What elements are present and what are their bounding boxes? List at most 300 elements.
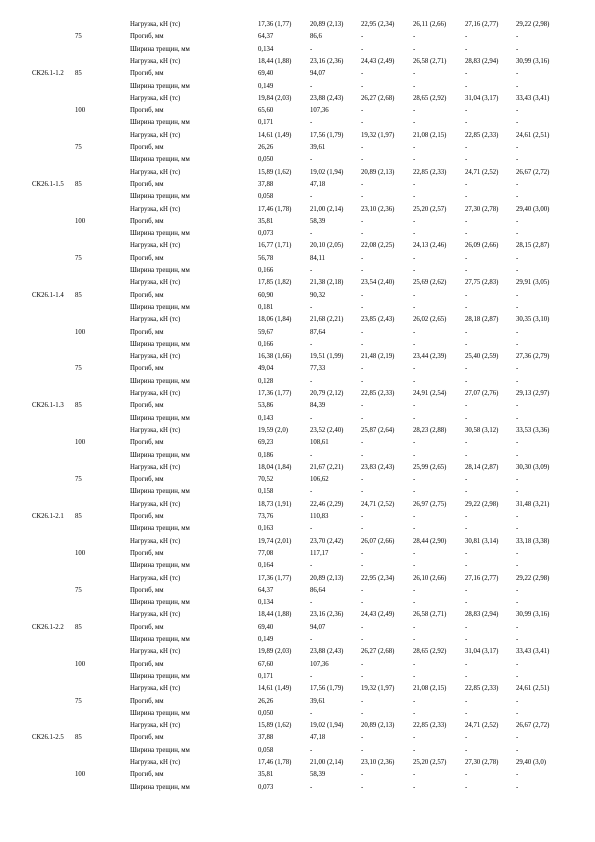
value-cell: 26,26: [258, 697, 274, 705]
value-cell: -: [413, 783, 416, 791]
value-cell: 21,38 (2,18): [310, 279, 344, 287]
table-row: [0, 68, 595, 80]
parameter-label: Прогиб, мм: [130, 144, 164, 151]
value-cell: -: [465, 783, 468, 791]
value-cell: 23,16 (2,36): [310, 611, 344, 619]
table-row: [0, 696, 595, 708]
value-cell: 20,89 (2,13): [361, 168, 395, 176]
value-cell: -: [516, 746, 519, 754]
value-cell: -: [310, 709, 313, 717]
table-row: [0, 548, 595, 560]
value-cell: -: [361, 562, 364, 570]
value-cell: 15,89 (1,62): [258, 168, 292, 176]
value-cell: 73,76: [258, 513, 274, 520]
table-row: [0, 622, 595, 634]
value-cell: 24,43 (2,49): [361, 57, 395, 65]
value-cell: 31,48 (3,21): [516, 500, 550, 508]
parameter-label: Ширина трещин, мм: [130, 193, 190, 201]
value-cell: -: [465, 107, 468, 115]
value-cell: -: [465, 525, 468, 533]
table-row: [0, 44, 595, 56]
value-cell: 19,89 (2,03): [258, 648, 292, 656]
value-cell: -: [516, 230, 519, 238]
value-cell: -: [516, 771, 519, 779]
value-cell: -: [516, 180, 519, 188]
table-row: [0, 204, 595, 216]
parameter-label: Нагрузка, кН (тс): [130, 205, 181, 213]
value-cell: 69,40: [258, 70, 274, 78]
value-cell: 64,37: [258, 33, 274, 41]
value-cell: 29,91 (3,05): [516, 279, 550, 287]
value-cell: 29,22 (2,98): [516, 21, 550, 28]
value-cell: -: [465, 599, 468, 607]
table-row: [0, 19, 595, 31]
value-cell: -: [361, 451, 364, 459]
value-cell: -: [465, 267, 468, 274]
table-row: [0, 573, 595, 585]
parameter-label: Прогиб, мм: [130, 734, 164, 742]
value-cell: -: [310, 672, 313, 680]
value-cell: 69,40: [258, 623, 274, 631]
value-cell: -: [361, 636, 364, 643]
parameter-label: Ширина трещин, мм: [130, 119, 190, 127]
parameter-label: Прогиб, мм: [130, 402, 164, 410]
value-cell: 33,43 (3,41): [516, 648, 550, 656]
table-row: [0, 400, 595, 412]
value-cell: 25,40 (2,59): [465, 353, 499, 361]
parameter-label: Ширина трещин, мм: [130, 562, 190, 570]
value-cell: -: [465, 291, 468, 299]
value-cell: 24,71 (2,52): [361, 500, 395, 508]
value-cell: -: [465, 586, 468, 594]
value-cell: 47,18: [310, 180, 326, 188]
value-cell: 30,99 (3,16): [516, 611, 550, 619]
value-cell: 31,04 (3,17): [465, 648, 499, 656]
parameter-label: Ширина трещин, мм: [130, 82, 190, 90]
value-cell: 37,88: [258, 734, 274, 742]
value-cell: 17,36 (1,77): [258, 574, 292, 582]
parameter-label: Нагрузка, кН (тс): [130, 722, 181, 730]
value-cell: 29,40 (3,0): [516, 759, 547, 766]
temperature-cell: 85: [75, 180, 82, 188]
value-cell: 25,69 (2,62): [413, 279, 447, 287]
parameter-label: Нагрузка, кН (тс): [130, 685, 181, 693]
table-row: [0, 191, 595, 203]
value-cell: 23,16 (2,36): [310, 57, 344, 65]
temperature-cell: 85: [75, 291, 82, 299]
value-cell: -: [361, 291, 364, 299]
value-cell: 23,70 (2,42): [310, 537, 344, 545]
value-cell: 17,46 (1,78): [258, 205, 292, 213]
value-cell: 30,58 (3,12): [465, 426, 499, 434]
value-cell: -: [310, 303, 313, 311]
value-cell: -: [413, 623, 416, 631]
value-cell: 0,149: [258, 82, 274, 90]
parameter-label: Ширина трещин, мм: [130, 414, 190, 422]
value-cell: -: [413, 697, 416, 705]
value-cell: 14,61 (1,49): [258, 131, 292, 139]
value-cell: -: [516, 340, 519, 348]
table-row: [0, 560, 595, 572]
value-cell: 29,22 (2,98): [516, 574, 550, 582]
table-row: [0, 486, 595, 498]
value-cell: -: [361, 193, 364, 201]
value-cell: 0,158: [258, 488, 274, 496]
value-cell: -: [516, 328, 519, 336]
value-cell: 22,85 (2,33): [413, 722, 447, 730]
value-cell: -: [516, 107, 519, 115]
temperature-cell: 100: [75, 549, 86, 557]
table-row: [0, 732, 595, 744]
value-cell: -: [465, 414, 468, 422]
value-cell: 27,07 (2,76): [465, 390, 499, 397]
value-cell: -: [413, 414, 416, 422]
table-row: [0, 216, 595, 228]
value-cell: -: [413, 476, 416, 484]
value-cell: -: [413, 586, 416, 594]
temperature-cell: 100: [75, 217, 86, 225]
value-cell: -: [413, 513, 416, 520]
value-cell: -: [516, 549, 519, 557]
value-cell: 22,85 (2,33): [465, 685, 499, 693]
table-row: [0, 437, 595, 449]
table-row: [0, 745, 595, 757]
parameter-label: Прогиб, мм: [130, 771, 164, 779]
value-cell: 31,04 (3,17): [465, 94, 499, 102]
value-cell: -: [516, 562, 519, 570]
value-cell: 0,186: [258, 451, 274, 459]
value-cell: -: [516, 365, 519, 373]
value-cell: -: [516, 291, 519, 299]
value-cell: 70,52: [258, 476, 274, 484]
temperature-cell: 75: [75, 365, 82, 373]
table-row: [0, 179, 595, 191]
table-row: [0, 523, 595, 535]
value-cell: 23,83 (2,43): [361, 463, 395, 471]
value-cell: -: [516, 303, 519, 311]
temperature-cell: 75: [75, 586, 82, 594]
value-cell: 58,39: [310, 771, 326, 779]
value-cell: -: [413, 291, 416, 299]
value-cell: -: [310, 746, 313, 754]
value-cell: 26,58 (2,71): [413, 57, 447, 65]
value-cell: -: [361, 303, 364, 311]
value-cell: 19,51 (1,99): [310, 353, 344, 361]
value-cell: 86,6: [310, 33, 322, 41]
value-cell: -: [310, 45, 313, 53]
value-cell: -: [516, 660, 519, 668]
parameter-label: Ширина трещин, мм: [130, 599, 190, 607]
value-cell: 0,128: [258, 377, 274, 385]
value-cell: 25,87 (2,64): [361, 426, 395, 434]
value-cell: -: [413, 734, 416, 742]
value-cell: 69,23: [258, 439, 274, 447]
specimen-code: СК26.1-1.3: [32, 402, 64, 410]
value-cell: -: [465, 476, 468, 484]
parameter-label: Прогиб, мм: [130, 328, 164, 336]
value-cell: 22,08 (2,25): [361, 242, 395, 250]
value-cell: -: [465, 217, 468, 225]
value-cell: 24,71 (2,52): [465, 722, 499, 730]
value-cell: -: [361, 82, 364, 90]
table-row: [0, 56, 595, 68]
value-cell: -: [413, 340, 416, 348]
value-cell: -: [361, 783, 364, 791]
parameter-label: Прогиб, мм: [130, 549, 164, 557]
table-row: [0, 130, 595, 142]
table-row: [0, 720, 595, 732]
table-row: [0, 671, 595, 683]
value-cell: -: [413, 254, 416, 262]
value-cell: 0,073: [258, 230, 274, 238]
value-cell: 23,44 (2,39): [413, 353, 447, 361]
value-cell: -: [516, 672, 519, 680]
value-cell: -: [465, 303, 468, 311]
value-cell: -: [310, 267, 313, 274]
value-cell: -: [465, 672, 468, 680]
value-cell: -: [516, 709, 519, 717]
value-cell: 18,73 (1,91): [258, 500, 292, 508]
value-cell: 84,39: [310, 402, 326, 410]
parameter-label: Прогиб, мм: [130, 586, 164, 594]
table-row: [0, 782, 595, 794]
value-cell: 0,058: [258, 193, 274, 201]
value-cell: -: [516, 156, 519, 164]
value-cell: -: [465, 771, 468, 779]
value-cell: -: [413, 771, 416, 779]
parameter-label: Нагрузка, кН (тс): [130, 57, 181, 65]
value-cell: 24,43 (2,49): [361, 611, 395, 619]
value-cell: -: [465, 549, 468, 557]
value-cell: 20,89 (2,13): [361, 722, 395, 730]
parameter-label: Нагрузка, кН (тс): [130, 94, 181, 102]
table-row: [0, 462, 595, 474]
value-cell: -: [516, 144, 519, 151]
value-cell: 25,20 (2,57): [413, 759, 447, 766]
value-cell: -: [361, 660, 364, 668]
value-cell: 23,88 (2,43): [310, 94, 344, 102]
value-cell: -: [361, 365, 364, 373]
value-cell: -: [516, 488, 519, 496]
value-cell: -: [465, 562, 468, 570]
value-cell: 53,86: [258, 402, 274, 410]
temperature-cell: 100: [75, 107, 86, 115]
value-cell: -: [465, 488, 468, 496]
value-cell: -: [361, 107, 364, 115]
table-row: [0, 597, 595, 609]
value-cell: 22,95 (2,34): [361, 574, 395, 582]
value-cell: -: [361, 254, 364, 262]
value-cell: 0,164: [258, 562, 274, 570]
value-cell: 21,00 (2,14): [310, 759, 344, 766]
value-cell: -: [516, 697, 519, 705]
parameter-label: Нагрузка, кН (тс): [130, 242, 181, 250]
value-cell: -: [413, 709, 416, 717]
value-cell: 37,88: [258, 180, 274, 188]
parameter-label: Нагрузка, кН (тс): [130, 131, 181, 139]
parameter-label: Ширина трещин, мм: [130, 267, 190, 274]
parameter-label: Ширина трещин, мм: [130, 636, 190, 643]
parameter-label: Прогиб, мм: [130, 254, 164, 262]
value-cell: 25,20 (2,57): [413, 205, 447, 213]
table-row: [0, 413, 595, 425]
table-row: [0, 327, 595, 339]
value-cell: 17,56 (1,79): [310, 131, 344, 139]
value-cell: 0,143: [258, 414, 274, 422]
value-cell: -: [413, 193, 416, 201]
value-cell: 18,06 (1,84): [258, 316, 292, 324]
value-cell: -: [465, 119, 468, 127]
value-cell: -: [413, 107, 416, 115]
parameter-label: Нагрузка, кН (тс): [130, 168, 181, 176]
value-cell: 25,99 (2,65): [413, 463, 447, 471]
value-cell: 108,61: [310, 439, 329, 447]
value-cell: 0,134: [258, 45, 274, 53]
value-cell: 60,90: [258, 291, 274, 299]
value-cell: 21,08 (2,15): [413, 131, 447, 139]
value-cell: 28,65 (2,92): [413, 648, 447, 656]
value-cell: -: [361, 734, 364, 742]
value-cell: 16,38 (1,66): [258, 353, 292, 361]
value-cell: 26,67 (2,72): [516, 168, 550, 176]
specimen-code: СК26.1-2.2: [32, 623, 64, 631]
value-cell: -: [413, 180, 416, 188]
table-row: [0, 228, 595, 240]
value-cell: -: [361, 709, 364, 717]
value-cell: -: [465, 144, 468, 151]
value-cell: 21,48 (2,19): [361, 353, 395, 361]
parameter-label: Нагрузка, кН (тс): [130, 759, 181, 766]
value-cell: 15,89 (1,62): [258, 722, 292, 730]
parameter-label: Ширина трещин, мм: [130, 377, 190, 385]
parameter-label: Нагрузка, кН (тс): [130, 316, 181, 324]
value-cell: -: [465, 328, 468, 336]
value-cell: 26,26: [258, 144, 274, 151]
parameter-label: Прогиб, мм: [130, 623, 164, 631]
value-cell: -: [465, 636, 468, 643]
parameter-label: Нагрузка, кН (тс): [130, 500, 181, 508]
parameter-label: Прогиб, мм: [130, 33, 164, 41]
value-cell: -: [361, 513, 364, 520]
value-cell: 0,149: [258, 636, 274, 643]
table-row: [0, 105, 595, 117]
value-cell: -: [361, 697, 364, 705]
value-cell: -: [310, 193, 313, 201]
value-cell: 27,75 (2,83): [465, 279, 499, 287]
parameter-label: Прогиб, мм: [130, 660, 164, 668]
value-cell: 28,44 (2,90): [413, 537, 447, 545]
value-cell: 35,81: [258, 771, 274, 779]
value-cell: -: [310, 783, 313, 791]
parameter-label: Нагрузка, кН (тс): [130, 21, 181, 28]
table-row: [0, 351, 595, 363]
value-cell: 47,18: [310, 734, 326, 742]
value-cell: -: [516, 439, 519, 447]
value-cell: 117,17: [310, 549, 329, 557]
value-cell: -: [465, 82, 468, 90]
value-cell: 22,85 (2,33): [413, 168, 447, 176]
value-cell: -: [361, 45, 364, 53]
value-cell: -: [310, 599, 313, 607]
value-cell: -: [361, 672, 364, 680]
value-cell: -: [516, 193, 519, 201]
value-cell: 30,30 (3,09): [516, 463, 550, 471]
value-cell: 49,04: [258, 365, 274, 373]
value-cell: -: [465, 70, 468, 78]
value-cell: -: [413, 33, 416, 41]
value-cell: 28,65 (2,92): [413, 94, 447, 102]
value-cell: 21,00 (2,14): [310, 205, 344, 213]
value-cell: -: [465, 746, 468, 754]
value-cell: -: [413, 439, 416, 447]
value-cell: -: [516, 402, 519, 410]
value-cell: -: [465, 180, 468, 188]
value-cell: -: [516, 513, 519, 520]
value-cell: 22,46 (2,29): [310, 500, 344, 508]
value-cell: 84,11: [310, 254, 326, 262]
parameter-label: Ширина трещин, мм: [130, 340, 190, 348]
value-cell: -: [361, 771, 364, 779]
value-cell: -: [361, 525, 364, 533]
value-cell: 27,30 (2,78): [465, 759, 499, 766]
value-cell: -: [516, 599, 519, 607]
value-cell: 19,02 (1,94): [310, 722, 344, 730]
value-cell: 28,14 (2,87): [465, 463, 499, 471]
specimen-code: СК26.1-2.1: [32, 513, 64, 520]
value-cell: -: [361, 70, 364, 78]
value-cell: -: [361, 599, 364, 607]
value-cell: 30,99 (3,16): [516, 57, 550, 65]
value-cell: -: [361, 746, 364, 754]
temperature-cell: 75: [75, 254, 82, 262]
value-cell: -: [361, 402, 364, 410]
value-cell: 30,81 (3,14): [465, 537, 499, 545]
table-row: [0, 499, 595, 511]
value-cell: -: [310, 525, 313, 533]
table-row: [0, 708, 595, 720]
table-row: [0, 769, 595, 781]
value-cell: -: [413, 377, 416, 385]
value-cell: 23,52 (2,40): [310, 426, 344, 434]
parameter-label: Ширина трещин, мм: [130, 230, 190, 238]
value-cell: -: [361, 623, 364, 631]
value-cell: 33,43 (3,41): [516, 94, 550, 102]
parameter-label: Прогиб, мм: [130, 365, 164, 373]
value-cell: -: [413, 365, 416, 373]
table-row: [0, 314, 595, 326]
value-cell: 23,88 (2,43): [310, 648, 344, 656]
parameter-label: Нагрузка, кН (тс): [130, 537, 181, 545]
table-row: [0, 646, 595, 658]
value-cell: -: [413, 549, 416, 557]
value-cell: -: [413, 303, 416, 311]
temperature-cell: 85: [75, 402, 82, 410]
value-cell: -: [413, 144, 416, 151]
table-row: [0, 450, 595, 462]
value-cell: -: [465, 660, 468, 668]
specimen-code: СК26.1-1.2: [32, 70, 64, 78]
value-cell: 26,02 (2,65): [413, 316, 447, 324]
parameter-label: Нагрузка, кН (тс): [130, 279, 181, 287]
value-cell: 29,22 (2,98): [465, 500, 499, 508]
value-cell: -: [310, 451, 313, 459]
parameter-label: Ширина трещин, мм: [130, 672, 190, 680]
value-cell: -: [465, 402, 468, 410]
value-cell: 0,050: [258, 709, 274, 717]
value-cell: 19,32 (1,97): [361, 685, 395, 693]
parameter-label: Ширина трещин, мм: [130, 45, 190, 53]
parameter-label: Прогиб, мм: [130, 439, 164, 447]
